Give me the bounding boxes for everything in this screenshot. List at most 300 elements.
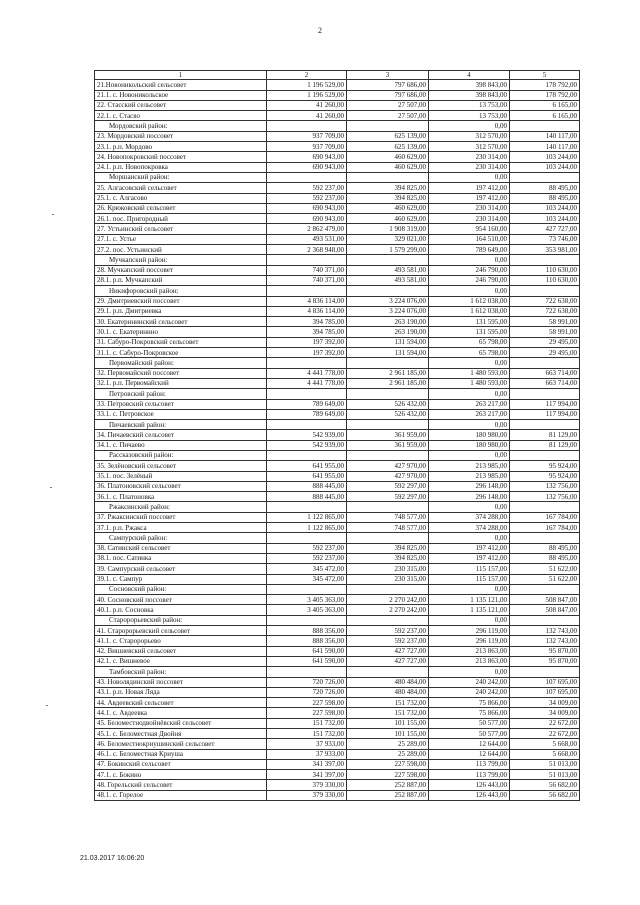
value-cell: 27 507,00 [347,100,429,110]
table-row [95,492,580,502]
value-cell: 592 237,00 [347,636,429,646]
table-row [95,759,580,769]
table-row [95,193,580,203]
value-cell: 131 595,00 [429,317,510,327]
value-cell: 789 649,00 [429,245,510,255]
value-cell: 361 959,00 [347,440,429,450]
value-cell: 132 743,00 [510,626,580,636]
value-cell: 625 139,00 [347,142,429,152]
value-cell: 263 190,00 [347,327,429,337]
value-cell: 13 753,00 [429,100,510,110]
value-cell: 592 237,00 [347,626,429,636]
row-name-cell: Ржаксинский район: [95,502,267,512]
value-cell: 101 155,00 [347,718,429,728]
scan-mark [50,487,52,488]
value-cell: 2 270 242,00 [347,595,429,605]
value-cell: 797 686,00 [347,90,429,100]
value-cell: 460 629,00 [347,214,429,224]
table-row [95,183,580,193]
table-row [95,224,580,234]
value-cell: 263 217,00 [429,409,510,419]
value-cell: 13 753,00 [429,111,510,121]
value-cell: 427 727,00 [347,656,429,666]
value-cell [267,121,347,131]
value-cell [510,172,580,182]
value-cell: 131 595,00 [429,327,510,337]
value-cell: 29 495,00 [510,337,580,347]
value-cell: 954 160,00 [429,224,510,234]
row-name-cell: 42.1. с. Вишневое [95,656,267,666]
value-cell: 103 244,00 [510,214,580,224]
column-header: 2 [267,71,347,80]
value-cell: 353 981,00 [510,245,580,255]
value-cell: 131 594,00 [347,337,429,347]
value-cell [267,502,347,512]
value-cell: 117 994,00 [510,409,580,419]
value-cell: 341 397,00 [267,770,347,780]
value-cell: 2 368 948,00 [267,245,347,255]
value-cell: 58 991,00 [510,317,580,327]
value-cell: 398 843,00 [429,90,510,100]
value-cell: 88 495,00 [510,543,580,553]
value-cell [267,450,347,460]
value-cell: 0,00 [429,121,510,131]
value-cell: 65 798,00 [429,337,510,347]
value-cell: 0,00 [429,420,510,430]
value-cell: 493 581,00 [347,265,429,275]
value-cell: 81 129,00 [510,440,580,450]
row-name-cell: 37.1. р.п. Ржакса [95,523,267,533]
value-cell: 740 371,00 [267,265,347,275]
value-cell: 1 196 529,00 [267,80,347,90]
value-cell: 178 792,00 [510,80,580,90]
value-cell [267,584,347,594]
value-cell: 227 598,00 [347,759,429,769]
table-row [95,646,580,656]
row-name-cell: Мучкапский район: [95,255,267,265]
table-row [95,378,580,388]
value-cell: 107 695,00 [510,687,580,697]
row-name-cell: 36. Платоновский сельсовет [95,481,267,491]
value-cell: 51 013,00 [510,770,580,780]
value-cell: 230 314,00 [429,203,510,213]
value-cell [347,121,429,131]
value-cell: 480 484,00 [347,687,429,697]
value-cell: 740 371,00 [267,275,347,285]
value-cell: 252 887,00 [347,790,429,800]
table-row [95,481,580,491]
value-cell: 240 242,00 [429,687,510,697]
value-cell [510,667,580,677]
value-cell: 1 122 865,00 [267,523,347,533]
table-row [95,245,580,255]
value-cell: 394 825,00 [347,543,429,553]
value-cell: 748 577,00 [347,512,429,522]
value-cell: 394 825,00 [347,183,429,193]
value-cell: 197 392,00 [267,337,347,347]
value-cell: 341 397,00 [267,759,347,769]
column-header: 3 [347,71,429,80]
value-cell: 789 649,00 [267,409,347,419]
value-cell: 95 870,00 [510,646,580,656]
table-row [95,440,580,450]
row-name-cell: 26. Крюковский сельсовет [95,203,267,213]
value-cell: 0,00 [429,255,510,265]
value-cell: 0,00 [429,615,510,625]
table-row [95,162,580,172]
column-header: 1 [95,71,267,80]
value-cell: 296 148,00 [429,481,510,491]
table-row [95,729,580,739]
value-cell: 592 237,00 [267,553,347,563]
value-cell: 126 443,00 [429,790,510,800]
value-cell [267,533,347,543]
row-name-cell: 21.1. с. Новоникольское [95,90,267,100]
table-row [95,131,580,141]
value-cell [347,389,429,399]
value-cell: 4 836 114,00 [267,306,347,316]
value-cell: 379 330,00 [267,780,347,790]
value-cell: 312 570,00 [429,131,510,141]
value-cell: 115 157,00 [429,574,510,584]
table-row [95,214,580,224]
table-row [95,739,580,749]
value-cell: 720 726,00 [267,687,347,697]
district-row [95,584,580,594]
row-name-cell: 47.1. с. Бокино [95,770,267,780]
value-cell: 6 165,00 [510,111,580,121]
row-name-cell: 33. Петровский сельсовет [95,399,267,409]
value-cell [510,450,580,460]
row-name-cell: 46. Беломестнокриушинский сельсовет [95,739,267,749]
table-row [95,275,580,285]
table-row [95,626,580,636]
row-name-cell: Никифоровский район: [95,286,267,296]
district-row [95,255,580,265]
row-name-cell: 32. Первомайский поссовет [95,368,267,378]
row-name-cell: Первомайский район: [95,358,267,368]
value-cell: 213 863,00 [429,646,510,656]
value-cell: 110 630,00 [510,265,580,275]
value-cell: 748 577,00 [347,523,429,533]
value-cell: 6 165,00 [510,100,580,110]
value-cell: 213 985,00 [429,461,510,471]
value-cell: 113 799,00 [429,770,510,780]
table-row [95,409,580,419]
value-cell: 180 980,00 [429,440,510,450]
value-cell: 240 242,00 [429,677,510,687]
value-cell [347,533,429,543]
value-cell: 480 484,00 [347,677,429,687]
table-row [95,142,580,152]
row-name-cell: Петровский район: [95,389,267,399]
row-name-cell: 35. Зелёновский сельсовет [95,461,267,471]
value-cell: 230 314,00 [429,162,510,172]
table-row [95,296,580,306]
table-row [95,636,580,646]
value-cell: 427 970,00 [347,471,429,481]
value-cell: 379 330,00 [267,790,347,800]
value-cell: 722 638,00 [510,306,580,316]
row-name-cell: Моршанский район: [95,172,267,182]
row-name-cell: 24. Новопокровский поссовет [95,152,267,162]
row-name-cell: 40.1. р.п. Сосновка [95,605,267,615]
district-row [95,615,580,625]
value-cell: 526 432,00 [347,409,429,419]
value-cell: 361 959,00 [347,430,429,440]
table-row [95,770,580,780]
table-row [95,718,580,728]
value-cell: 227 598,00 [267,708,347,718]
table-row [95,687,580,697]
table-row [95,317,580,327]
value-cell: 140 117,00 [510,142,580,152]
value-cell: 95 924,00 [510,471,580,481]
value-cell: 0,00 [429,358,510,368]
table-row [95,605,580,615]
row-name-cell: 42. Вишневский сельсовет [95,646,267,656]
value-cell: 12 644,00 [429,749,510,759]
row-name-cell: 23.1. р.п. Мордово [95,142,267,152]
row-name-cell: 44.1. с. Авдеевка [95,708,267,718]
value-cell: 398 843,00 [429,80,510,90]
value-cell: 937 709,00 [267,131,347,141]
row-name-cell: 21.Новоникольский сельсовет [95,80,267,90]
value-cell: 592 237,00 [267,183,347,193]
row-name-cell: 39. Сампурский сельсовет [95,564,267,574]
value-cell: 394 825,00 [347,553,429,563]
row-name-cell: 30.1. с. Екатеринино [95,327,267,337]
row-name-cell: 28. Мучкапский поссовет [95,265,267,275]
value-cell: 0,00 [429,584,510,594]
table-row [95,790,580,800]
value-cell: 197 392,00 [267,348,347,358]
table-row [95,203,580,213]
value-cell: 312 570,00 [429,142,510,152]
value-cell: 625 139,00 [347,131,429,141]
value-cell: 2 862 479,00 [267,224,347,234]
value-cell: 25 289,00 [347,739,429,749]
value-cell: 58 991,00 [510,327,580,337]
value-cell: 0,00 [429,667,510,677]
table-row [95,90,580,100]
table-row [95,430,580,440]
value-cell: 1 612 038,00 [429,306,510,316]
district-row [95,172,580,182]
value-cell: 394 785,00 [267,327,347,337]
row-name-cell: 23. Мордовский поссовет [95,131,267,141]
value-cell: 460 629,00 [347,162,429,172]
value-cell: 427 727,00 [347,646,429,656]
row-name-cell: 37. Ржаксинский поссовет [95,512,267,522]
value-cell: 88 495,00 [510,183,580,193]
value-cell: 167 784,00 [510,512,580,522]
value-cell [347,172,429,182]
value-cell: 56 682,00 [510,780,580,790]
table-row [95,780,580,790]
row-name-cell: Старорорьевский район: [95,615,267,625]
value-cell: 197 412,00 [429,553,510,563]
value-cell: 296 119,00 [429,626,510,636]
value-cell: 690 943,00 [267,152,347,162]
value-cell: 3 224 076,00 [347,296,429,306]
value-cell: 0,00 [429,533,510,543]
row-name-cell: 34.1. с. Пичаево [95,440,267,450]
value-cell: 103 244,00 [510,162,580,172]
value-cell: 663 714,00 [510,368,580,378]
value-cell: 230 314,00 [429,214,510,224]
row-name-cell: 28.1. р.п. Мучкапский [95,275,267,285]
value-cell: 65 798,00 [429,348,510,358]
value-cell: 5 668,00 [510,739,580,749]
value-cell: 117 994,00 [510,399,580,409]
value-cell [510,420,580,430]
value-cell: 592 237,00 [267,193,347,203]
table-row [95,306,580,316]
value-cell: 164 510,00 [429,234,510,244]
value-cell: 0,00 [429,502,510,512]
value-cell: 263 190,00 [347,317,429,327]
value-cell: 263 217,00 [429,399,510,409]
value-cell: 542 939,00 [267,430,347,440]
value-cell: 394 825,00 [347,193,429,203]
value-cell [510,389,580,399]
scan-mark [46,705,48,706]
value-cell: 0,00 [429,286,510,296]
value-cell [510,584,580,594]
value-cell: 178 792,00 [510,90,580,100]
value-cell: 110 630,00 [510,275,580,285]
district-row [95,502,580,512]
row-name-cell: 38.1. пос. Сатинка [95,553,267,563]
value-cell: 641 590,00 [267,656,347,666]
column-header: 4 [429,71,510,80]
value-cell: 103 244,00 [510,203,580,213]
value-cell: 197 412,00 [429,543,510,553]
value-cell: 41 260,00 [267,100,347,110]
table-row [95,749,580,759]
value-cell [347,584,429,594]
value-cell [267,389,347,399]
value-cell: 88 495,00 [510,193,580,203]
row-name-cell: 46.1. с. Беломестная Криуша [95,749,267,759]
value-cell [267,420,347,430]
district-row [95,389,580,399]
value-cell [510,502,580,512]
value-cell: 151 732,00 [347,708,429,718]
value-cell: 493 581,00 [347,275,429,285]
value-cell: 526 432,00 [347,399,429,409]
table-row [95,677,580,687]
row-name-cell: 39.1. с. Сампур [95,574,267,584]
value-cell: 180 980,00 [429,430,510,440]
value-cell: 4 441 778,00 [267,368,347,378]
table-row [95,337,580,347]
value-cell: 115 157,00 [429,564,510,574]
value-cell: 888 445,00 [267,492,347,502]
value-cell: 51 622,00 [510,574,580,584]
table-row [95,234,580,244]
value-cell: 508 847,00 [510,595,580,605]
value-cell: 95 870,00 [510,656,580,666]
value-cell [347,615,429,625]
value-cell: 329 021,00 [347,234,429,244]
value-cell: 81 129,00 [510,430,580,440]
value-cell: 1 612 038,00 [429,296,510,306]
value-cell: 592 237,00 [267,543,347,553]
value-cell: 542 939,00 [267,440,347,450]
value-cell: 252 887,00 [347,780,429,790]
table-row [95,368,580,378]
row-name-cell: 29. Дмитриевский поссовет [95,296,267,306]
value-cell: 197 412,00 [429,183,510,193]
table-row [95,100,580,110]
value-cell: 2 270 242,00 [347,605,429,615]
value-cell [510,615,580,625]
value-cell: 50 577,00 [429,718,510,728]
row-name-cell: Пичаевский район: [95,420,267,430]
value-cell: 29 495,00 [510,348,580,358]
value-cell: 50 577,00 [429,729,510,739]
value-cell [510,255,580,265]
row-name-cell: 27.1. с. Устье [95,234,267,244]
value-cell: 51 013,00 [510,759,580,769]
table-row [95,698,580,708]
value-cell: 641 955,00 [267,461,347,471]
row-name-cell: 41.1. с. Старорорьево [95,636,267,646]
value-cell [347,420,429,430]
value-cell: 113 799,00 [429,759,510,769]
value-cell [347,286,429,296]
table-row [95,564,580,574]
value-cell: 3 405 363,00 [267,595,347,605]
row-name-cell: 25. Алгасовский сельсовет [95,183,267,193]
table-row [95,111,580,121]
value-cell: 41 260,00 [267,111,347,121]
value-cell: 12 644,00 [429,739,510,749]
value-cell [267,172,347,182]
row-name-cell: 48. Горельский сельсовет [95,780,267,790]
value-cell: 0,00 [429,172,510,182]
table-row [95,80,580,90]
value-cell [510,358,580,368]
value-cell: 27 507,00 [347,111,429,121]
value-cell: 888 445,00 [267,481,347,491]
value-cell: 22 672,00 [510,718,580,728]
row-name-cell: 36.1. с. Платоновка [95,492,267,502]
value-cell [267,358,347,368]
value-cell: 789 649,00 [267,399,347,409]
row-name-cell: 27. Устьинский сельсовет [95,224,267,234]
budget-table [94,70,580,801]
value-cell: 3 405 363,00 [267,605,347,615]
value-cell: 4 441 778,00 [267,378,347,388]
row-name-cell: Сосновский район: [95,584,267,594]
page-number: 2 [318,26,322,35]
value-cell: 720 726,00 [267,677,347,687]
value-cell: 37 933,00 [267,739,347,749]
value-cell [267,615,347,625]
district-row [95,286,580,296]
value-cell: 1 480 593,00 [429,368,510,378]
value-cell: 151 732,00 [267,729,347,739]
value-cell: 37 933,00 [267,749,347,759]
value-cell: 4 836 114,00 [267,296,347,306]
value-cell: 22 672,00 [510,729,580,739]
value-cell: 34 009,00 [510,698,580,708]
value-cell: 126 443,00 [429,780,510,790]
value-cell: 722 638,00 [510,296,580,306]
